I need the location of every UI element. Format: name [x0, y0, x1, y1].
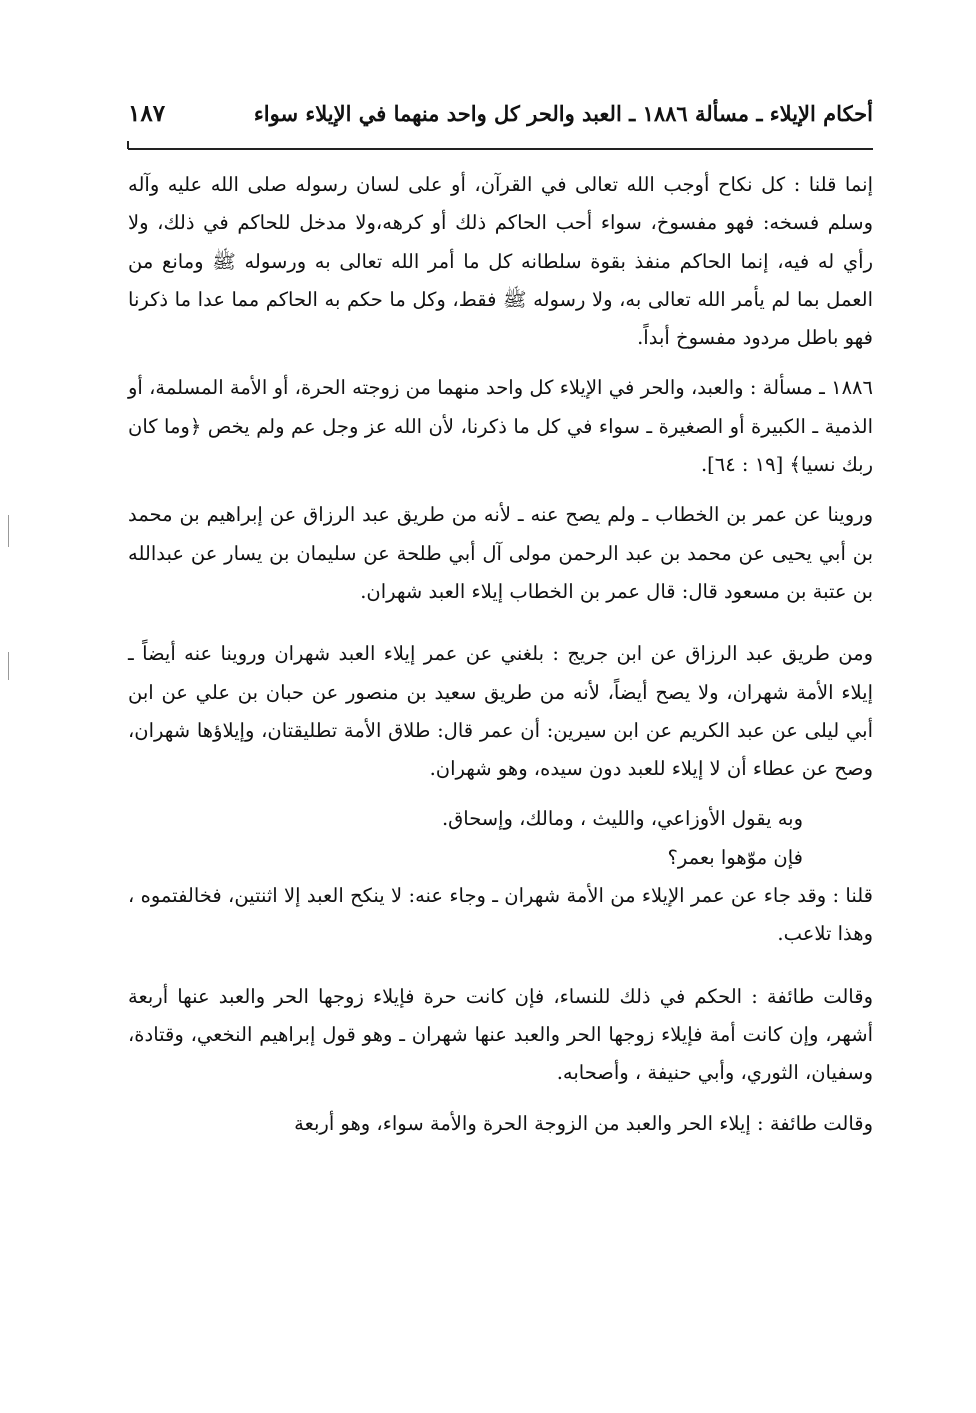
page-body [128, 166, 873, 1143]
page-number: ١٨٧ [128, 99, 166, 127]
header-rule [128, 148, 873, 150]
paragraph-4: ومن طريق عبد الرزاق عن ابن جريج : بلغني عن عمر إيلاء العبد شهران وروينا عنه أيضاً ـ إيلاء الأمة شهران، ولا يصح أيضاً، لأنه من طريق سعيد بن منصور عن حبان بن علي عن ابن أبي ليلى عن عبد الكريم عن ابن سيرين: أن عمر قال: طلاق الأمة تطليقتان، وإيلاؤها شهران، وصح عن عطاء أن لا إيلاء للعبد دون سيده، وهو شهران. [128, 642, 873, 781]
running-header [128, 92, 873, 134]
scan-margin-mark [8, 652, 9, 680]
paragraph-6-question: فإن موّهوا بعمر؟ [667, 845, 803, 869]
paragraph-5: وبه يقول الأوزاعي، والليث ، ومالك، وإسحاق. [441, 807, 803, 831]
paragraph-1: إنما قلنا : كل نكاح أوجب الله تعالى في القرآن، أو على لسان رسوله صلى الله عليه وآله وسلم فسخه: فهو مفسوخ، سواء أحب الحاكم ذلك أو كرهه،ولا مدخل للحاكم في ذلك، ولا رأي له فيه، إنما الحاكم منفذ بقوة سلطانه كل ما أمر الله تعالى به ورسوله ﷺ ومانع من العمل بما لم يأمر الله تعالى به، ولا رسوله ﷺ فقط، وكل ما حكم به الحاكم مما عدا ما ذكرنا فهو باطل مردود مفسوخ أبداً. [128, 173, 873, 350]
paragraph-2-issue-1886: ١٨٨٦ ـ مسألة : والعبد، والحر في الإيلاء كل واحد منهما من زوجته الحرة، أو الأمة المسلمة، أو الذمية ـ الكبيرة أو الصغيرة ـ سواء في كل ما ذكرنا، لأن الله عز وجل عم ولم يخص ﴿وما كان ربك نسيا﴾ [١٩ : ٦٤]. [128, 376, 873, 477]
paragraph-9: وقالت طائفة : إيلاء الحر والعبد من الزوجة الحرة والأمة سواء، وهو أربعة [294, 1111, 873, 1135]
scan-margin-mark [8, 515, 9, 547]
header-title: أحكام الإيلاء ـ مسألة ١٨٨٦ ـ العبد والحر كل واحد منهما في الإيلاء سواء [253, 100, 873, 126]
paragraph-7-answer: قلنا : وقد جاء عن عمر الإيلاء من الأمة شهران ـ وجاء عنه: لا ينكح العبد إلا اثنتين، فخالفتموه ، وهذا تلاعب. [128, 884, 873, 946]
paragraph-8: وقالت طائفة : الحكم في ذلك للنساء، فإن كانت حرة فإيلاء زوجها الحر والعبد عنها أربعة أشهر، وإن كانت أمة فإيلاء زوجها الحر والعبد عنها شهران ـ وهو قول إبراهيم النخعي، وقتادة، وسفيان، الثوري، وأبي حنيفة ، وأصحابه. [128, 984, 873, 1085]
paragraph-3: وروينا عن عمر بن الخطاب ـ ولم يصح عنه ـ لأنه من طريق عبد الرزاق عن إبراهيم بن محمد بن أبي يحيى عن محمد بن عبد الرحمن مولى آل أبي طلحة عن سليمان بن يسار عن عبدالله بن عتبة بن مسعود قال: قال عمر بن الخطاب إيلاء العبد شهران. [128, 503, 873, 603]
